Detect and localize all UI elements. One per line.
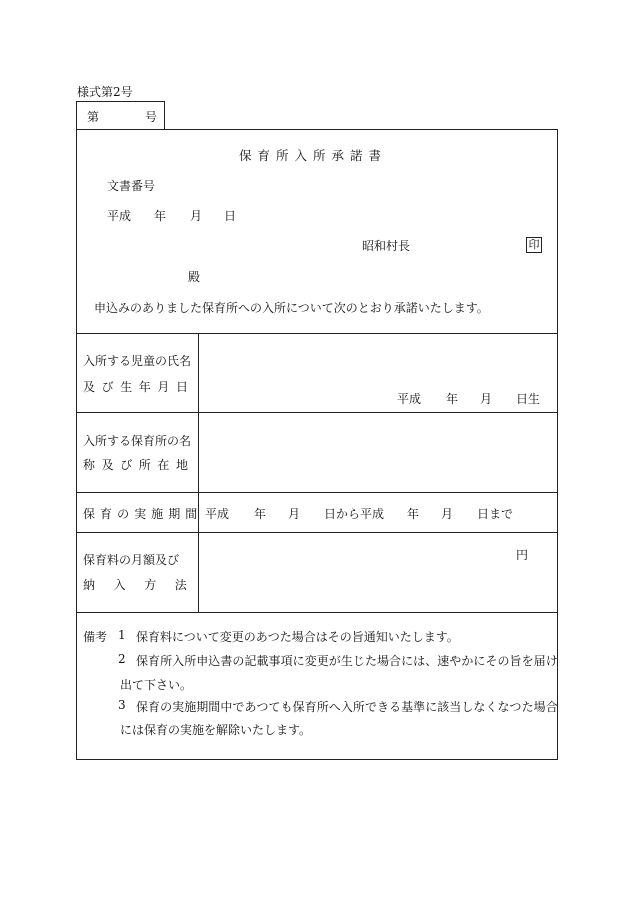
child-label-line1: 入所する児童の氏名	[83, 354, 192, 368]
issuer-name: 昭和村長	[362, 239, 411, 253]
period-to-day: 日まで	[477, 507, 514, 521]
number-prefix: 第	[87, 110, 100, 124]
date-era: 平成	[107, 209, 132, 223]
date-year-unit: 年	[154, 209, 167, 223]
notes-heading: 備考	[83, 630, 108, 644]
number-suffix: 号	[145, 110, 158, 124]
date-month-unit: 月	[190, 209, 203, 223]
birth-suffix: 日生	[516, 392, 541, 406]
birth-era: 平成	[397, 392, 422, 406]
note-text: 保育料について変更のあつた場合はその旨通知いたします。	[136, 630, 459, 644]
divider-line	[76, 532, 558, 533]
period-label: 保育の実施期間	[83, 507, 203, 521]
note-text: 保育の実施期間中であつても保育所へ入所できる基準に該当しなくなつた場合	[136, 700, 558, 714]
period-from-day: 日から平成	[324, 507, 385, 521]
period-from-month: 月	[288, 507, 301, 521]
note-text: 保育所入所申込書の記載事項に変更が生じた場合には、速やかにその旨を届け	[136, 654, 558, 668]
divider-line	[76, 412, 558, 413]
facility-label-line1: 入所する保育所の名	[83, 434, 192, 448]
period-from-era: 平成	[205, 507, 230, 521]
form-style-label: 様式第2号	[77, 85, 133, 99]
period-range	[205, 505, 514, 522]
fee-unit: 円	[516, 548, 529, 562]
note-number: 2	[118, 652, 126, 666]
divider-line	[76, 333, 558, 334]
fee-label-line2: 納入方法	[83, 578, 206, 592]
recipient-suffix: 殿	[188, 270, 201, 284]
issue-date	[107, 207, 237, 224]
period-to-year: 年	[407, 507, 420, 521]
period-to-month: 月	[441, 507, 454, 521]
facility-label-line2: 称及び所在地	[83, 458, 195, 472]
note-number: 1	[118, 628, 126, 642]
divider-line	[76, 612, 558, 613]
seal-mark: 印	[526, 237, 542, 253]
note-number: 3	[118, 698, 126, 712]
birth-month-unit: 月	[480, 392, 493, 406]
note-text-continued: には保育の実施を解除いたします。	[120, 723, 312, 737]
document-title: 保育所入所承諾書	[239, 148, 388, 163]
number-box	[76, 101, 165, 130]
doc-number-label: 文書番号	[107, 179, 156, 193]
approval-statement: 申込みのありました保育所への入所について次のとおり承諾いたします。	[94, 301, 489, 315]
period-from-year: 年	[254, 507, 267, 521]
column-divider	[198, 333, 199, 612]
birth-year-unit: 年	[446, 392, 459, 406]
divider-line	[76, 492, 558, 493]
date-day-unit: 日	[224, 209, 237, 223]
note-text-continued: 出て下さい。	[120, 678, 193, 692]
fee-label-line1: 保育料の月額及び	[83, 553, 180, 567]
child-label-line2: 及び生年月日	[83, 380, 195, 394]
child-birthdate	[397, 390, 541, 407]
